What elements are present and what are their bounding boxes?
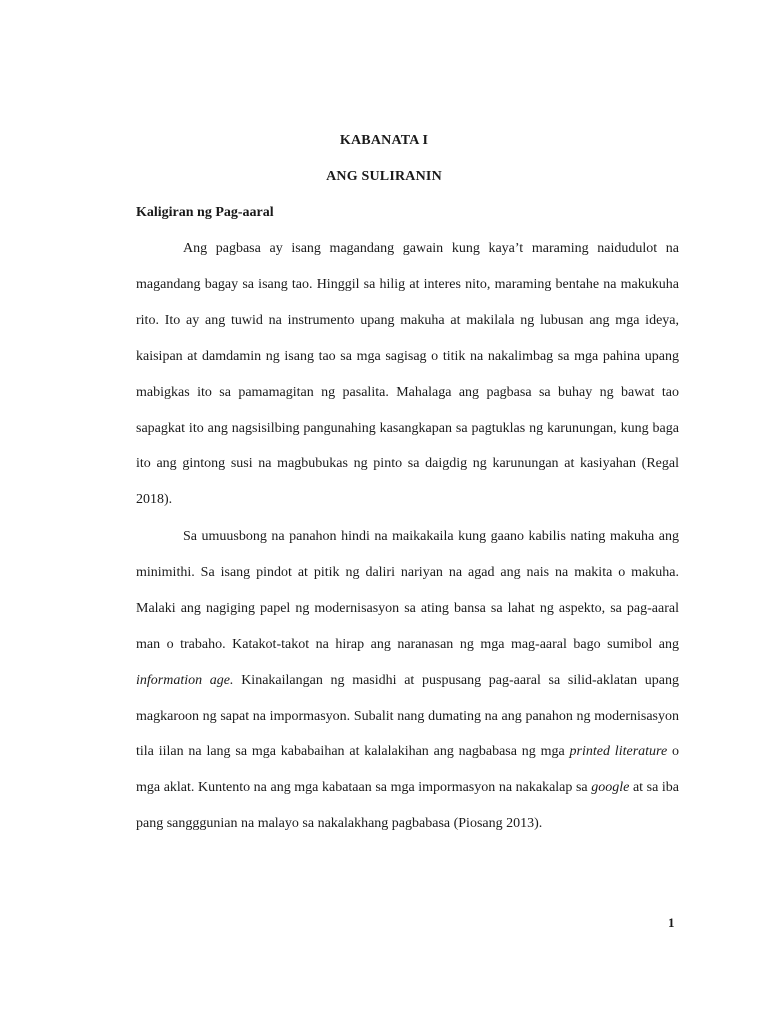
paragraph-2-text-1: Sa umuusbong na panahon hindi na maikakaila kung gaano kabilis nating makuha ang minimithi. Sa isang pindot at pitik ng daliri nariyan na agad ang nais na makita o makuha. Malaki ang nagiging papel ng modernisasyon sa ating bansa sa lahat ng aspekto, sa pag-aaral man o trabaho. Katakot-takot na hirap ang naranasan ng mga mag-aaral bago sumibol ang [136, 529, 679, 652]
italic-term-printed-literature: printed literature [569, 744, 668, 760]
italic-term-information-age: information age. [136, 672, 234, 688]
italic-term-google: google [591, 780, 630, 796]
page-number: 1 [668, 915, 675, 930]
paragraph-2-text-4: at sa iba pang sangggunian na malayo sa nakalakhang pagbabasa (Piosang 2013). [136, 780, 679, 832]
section-title: Kaligiran ng Pag-aaral [136, 205, 274, 220]
paragraph-2 [136, 519, 679, 842]
chapter-title: KABANATA I [339, 133, 429, 148]
paragraph-2-text-3: o mga aklat. Kuntento na ang mga kabataan sa mga impormasyon na nakakalap sa [136, 744, 680, 796]
paragraph-1: Ang pagbasa ay isang magandang gawain kung kaya’t maraming naidudulot na magandang bagay sa isang tao. Hinggil sa hilig at interes nito, maraming bentahe na makukuha rito. Ito ay ang tuwid na instrumento upang makuha at makilala ng lubusan ang mga ideya, kaisipan at damdamin ng isang tao sa mga sagisag o titik na nakalimbag sa mga pahina upang mabigkas ito sa pamamagitan ng pasalita. Mahalaga ang pagbasa sa buhay ng bawat tao sapagkat ito ang nagsisilbing pangunahing kasangkapan sa pagtuklas ng karunungan, kung baga ito ang gintong susi na magbubukas ng pinto sa daigdig ng karunungan at kasiyahan (Regal 2018). [136, 241, 679, 508]
paragraph-2-text-2: Kinakailangan ng masidhi at puspusang pag-aaral sa silid-aklatan upang magkaroon ng sapat na impormasyon. Subalit nang dumating na ang panahon ng modernisasyon tila iilan na lang sa mga kababaihan at kalalakihan ang nagbabasa ng mga [136, 672, 679, 760]
chapter-subtitle: ANG SULIRANIN [326, 169, 442, 184]
